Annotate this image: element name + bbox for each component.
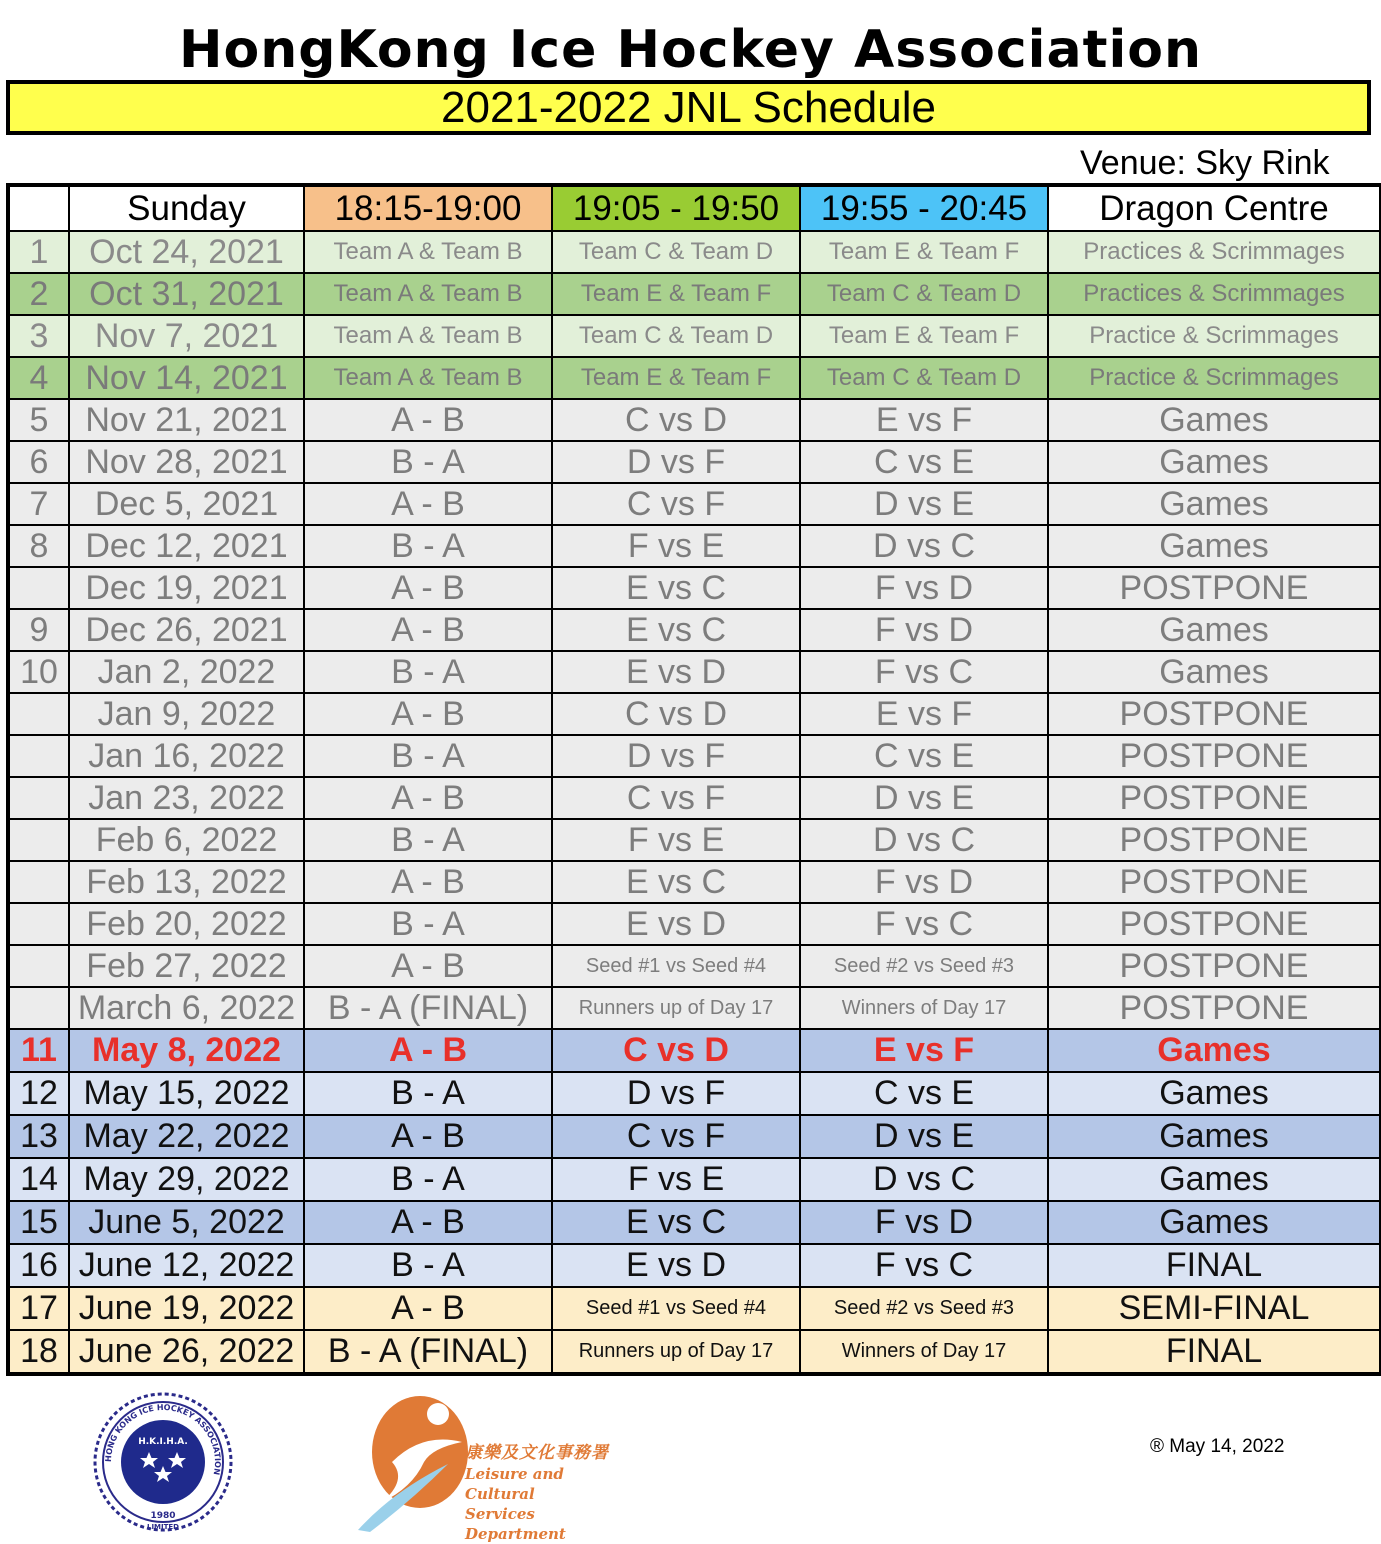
header-slot-3: 19:55 - 20:45	[800, 185, 1048, 231]
row-slot-1: B - A (FINAL)	[304, 987, 552, 1029]
row-location-status: Games	[1048, 525, 1381, 567]
row-slot-3: Seed #2 vs Seed #3	[800, 1287, 1048, 1330]
row-slot-3: E vs F	[800, 693, 1048, 735]
schedule-table	[6, 183, 1381, 1376]
row-location-status: Games	[1048, 1115, 1381, 1158]
row-slot-2: D vs F	[552, 441, 800, 483]
row-slot-2: D vs F	[552, 1072, 800, 1115]
row-slot-2: Seed #1 vs Seed #4	[552, 1287, 800, 1330]
row-number: 14	[8, 1158, 69, 1201]
row-slot-3: D vs C	[800, 1158, 1048, 1201]
row-slot-3: C vs E	[800, 441, 1048, 483]
row-slot-3: C vs E	[800, 1072, 1048, 1115]
row-location-status: FINAL	[1048, 1244, 1381, 1287]
row-date: May 29, 2022	[69, 1158, 304, 1201]
row-number: 7	[8, 483, 69, 525]
hkiha-ring-text: HONG KONG ICE HOCKEY ASSOCIATION	[103, 1402, 223, 1476]
row-number: 2	[8, 273, 69, 315]
row-slot-3: D vs E	[800, 1115, 1048, 1158]
row-number: 5	[8, 399, 69, 441]
row-number	[8, 693, 69, 735]
row-slot-1: A - B	[304, 1029, 552, 1072]
schedule-row	[8, 399, 1381, 441]
row-slot-2: C vs D	[552, 693, 800, 735]
row-slot-3: F vs C	[800, 1244, 1048, 1287]
row-date: Feb 13, 2022	[69, 861, 304, 903]
schedule-row	[8, 987, 1381, 1029]
schedule-row	[8, 1244, 1381, 1287]
row-slot-1: B - A	[304, 903, 552, 945]
row-date: Oct 31, 2021	[69, 273, 304, 315]
schedule-row	[8, 1158, 1381, 1201]
row-slot-2: E vs D	[552, 1244, 800, 1287]
schedule-row	[8, 609, 1381, 651]
row-slot-3: F vs D	[800, 609, 1048, 651]
row-location-status: Games	[1048, 483, 1381, 525]
row-date: Dec 5, 2021	[69, 483, 304, 525]
hkiha-logo	[84, 1392, 242, 1532]
row-slot-1: Team A & Team B	[304, 357, 552, 399]
row-number: 3	[8, 315, 69, 357]
row-location-status: Games	[1048, 1201, 1381, 1244]
schedule-row	[8, 567, 1381, 609]
row-slot-2: Seed #1 vs Seed #4	[552, 945, 800, 987]
row-slot-2: F vs E	[552, 525, 800, 567]
row-number: 13	[8, 1115, 69, 1158]
row-slot-3: D vs C	[800, 525, 1048, 567]
header-location: Dragon Centre	[1048, 185, 1381, 231]
row-slot-1: A - B	[304, 483, 552, 525]
row-date: June 19, 2022	[69, 1287, 304, 1330]
row-slot-2: C vs F	[552, 483, 800, 525]
venue-label: Venue: Sky Rink	[1080, 144, 1330, 182]
row-number: 4	[8, 357, 69, 399]
row-slot-1: Team A & Team B	[304, 273, 552, 315]
row-number: 10	[8, 651, 69, 693]
row-slot-1: B - A	[304, 735, 552, 777]
row-location-status: POSTPONE	[1048, 693, 1381, 735]
lcsd-english-line-2: Services Department	[465, 1505, 566, 1543]
row-slot-2: E vs C	[552, 609, 800, 651]
row-location-status: Games	[1048, 1029, 1381, 1072]
row-date: Jan 23, 2022	[69, 777, 304, 819]
row-slot-3: E vs F	[800, 1029, 1048, 1072]
row-number	[8, 903, 69, 945]
row-location-status: POSTPONE	[1048, 987, 1381, 1029]
row-location-status: Games	[1048, 1158, 1381, 1201]
row-slot-1: B - A	[304, 1244, 552, 1287]
schedule-row	[8, 315, 1381, 357]
row-location-status: SEMI-FINAL	[1048, 1287, 1381, 1330]
row-date: June 26, 2022	[69, 1330, 304, 1374]
row-slot-2: E vs C	[552, 1201, 800, 1244]
row-number: 9	[8, 609, 69, 651]
row-location-status: POSTPONE	[1048, 777, 1381, 819]
row-number: 15	[8, 1201, 69, 1244]
schedule-row	[8, 945, 1381, 987]
schedule-row	[8, 525, 1381, 567]
row-number	[8, 777, 69, 819]
schedule-row	[8, 1115, 1381, 1158]
schedule-row	[8, 861, 1381, 903]
row-slot-1: A - B	[304, 693, 552, 735]
row-slot-2: F vs E	[552, 1158, 800, 1201]
row-date: Jan 2, 2022	[69, 651, 304, 693]
row-slot-3: D vs E	[800, 483, 1048, 525]
row-date: June 12, 2022	[69, 1244, 304, 1287]
row-slot-3: F vs C	[800, 903, 1048, 945]
row-number	[8, 861, 69, 903]
schedule-row	[8, 1287, 1381, 1330]
row-date: Feb 20, 2022	[69, 903, 304, 945]
row-slot-1: A - B	[304, 861, 552, 903]
row-date: Nov 7, 2021	[69, 315, 304, 357]
row-slot-1: B - A	[304, 441, 552, 483]
row-number: 17	[8, 1287, 69, 1330]
schedule-row	[8, 1201, 1381, 1244]
row-slot-2: E vs C	[552, 861, 800, 903]
schedule-row	[8, 483, 1381, 525]
row-number: 11	[8, 1029, 69, 1072]
hkiha-abbr: H.K.I.H.A.	[138, 1437, 188, 1447]
row-slot-3: F vs D	[800, 1201, 1048, 1244]
row-slot-2: Team C & Team D	[552, 315, 800, 357]
row-number: 8	[8, 525, 69, 567]
row-number: 16	[8, 1244, 69, 1287]
row-slot-3: F vs C	[800, 651, 1048, 693]
row-number	[8, 819, 69, 861]
row-location-status: Games	[1048, 441, 1381, 483]
row-date: Dec 12, 2021	[69, 525, 304, 567]
row-number: 18	[8, 1330, 69, 1374]
lcsd-logo	[352, 1392, 612, 1543]
row-slot-1: A - B	[304, 609, 552, 651]
row-slot-2: E vs D	[552, 651, 800, 693]
row-location-status: POSTPONE	[1048, 945, 1381, 987]
row-slot-1: A - B	[304, 1287, 552, 1330]
row-slot-2: Team C & Team D	[552, 231, 800, 273]
row-number	[8, 567, 69, 609]
row-number: 6	[8, 441, 69, 483]
schedule-row	[8, 735, 1381, 777]
lcsd-english-line-1: Leisure and Cultural	[465, 1465, 564, 1503]
row-slot-2: C vs D	[552, 1029, 800, 1072]
row-slot-3: E vs F	[800, 399, 1048, 441]
row-slot-3: Team C & Team D	[800, 273, 1048, 315]
row-slot-3: Winners of Day 17	[800, 987, 1048, 1029]
row-location-status: POSTPONE	[1048, 819, 1381, 861]
row-slot-2: Team E & Team F	[552, 357, 800, 399]
row-slot-2: D vs F	[552, 735, 800, 777]
row-slot-1: A - B	[304, 777, 552, 819]
schedule-row	[8, 903, 1381, 945]
row-slot-2: Runners up of Day 17	[552, 1330, 800, 1374]
row-slot-1: A - B	[304, 399, 552, 441]
row-location-status: Games	[1048, 399, 1381, 441]
row-slot-1: A - B	[304, 1115, 552, 1158]
row-date: May 8, 2022	[69, 1029, 304, 1072]
schedule-banner: 2021-2022 JNL Schedule	[6, 80, 1371, 135]
header-number	[8, 185, 69, 231]
row-slot-3: D vs E	[800, 777, 1048, 819]
row-location-status: Practices & Scrimmages	[1048, 273, 1381, 315]
row-slot-1: B - A	[304, 819, 552, 861]
row-slot-2: C vs D	[552, 399, 800, 441]
row-location-status: Practice & Scrimmages	[1048, 315, 1381, 357]
row-slot-1: B - A	[304, 651, 552, 693]
row-date: June 5, 2022	[69, 1201, 304, 1244]
row-date: Dec 26, 2021	[69, 609, 304, 651]
row-location-status: Games	[1048, 651, 1381, 693]
row-location-status: POSTPONE	[1048, 861, 1381, 903]
schedule-row	[8, 819, 1381, 861]
schedule-row	[8, 231, 1381, 273]
row-number	[8, 735, 69, 777]
row-location-status: POSTPONE	[1048, 567, 1381, 609]
row-slot-3: F vs D	[800, 861, 1048, 903]
row-date: Feb 6, 2022	[69, 819, 304, 861]
row-date: Nov 28, 2021	[69, 441, 304, 483]
row-date: Jan 9, 2022	[69, 693, 304, 735]
schedule-row	[8, 1072, 1381, 1115]
row-date: March 6, 2022	[69, 987, 304, 1029]
row-slot-1: B - A	[304, 1072, 552, 1115]
copyright-date: ® May 14, 2022	[1150, 1436, 1285, 1457]
header-slot-2: 19:05 - 19:50	[552, 185, 800, 231]
hkiha-limited: LIMITED	[146, 1523, 180, 1531]
header-slot-1: 18:15-19:00	[304, 185, 552, 231]
row-slot-2: Team E & Team F	[552, 273, 800, 315]
row-slot-2: E vs C	[552, 567, 800, 609]
row-number: 12	[8, 1072, 69, 1115]
row-slot-3: Seed #2 vs Seed #3	[800, 945, 1048, 987]
schedule-row	[8, 441, 1381, 483]
row-slot-1: A - B	[304, 945, 552, 987]
row-slot-3: F vs D	[800, 567, 1048, 609]
row-slot-1: B - A (FINAL)	[304, 1330, 552, 1374]
row-location-status: POSTPONE	[1048, 903, 1381, 945]
row-slot-2: F vs E	[552, 819, 800, 861]
row-location-status: FINAL	[1048, 1330, 1381, 1374]
schedule-row	[8, 693, 1381, 735]
row-slot-3: Winners of Day 17	[800, 1330, 1048, 1374]
row-date: Oct 24, 2021	[69, 231, 304, 273]
row-slot-1: A - B	[304, 567, 552, 609]
row-date: May 15, 2022	[69, 1072, 304, 1115]
header-row	[8, 185, 1381, 231]
row-slot-2: C vs F	[552, 777, 800, 819]
row-number: 1	[8, 231, 69, 273]
row-location-status: Practice & Scrimmages	[1048, 357, 1381, 399]
schedule-row	[8, 1330, 1381, 1374]
page-title: HongKong Ice Hockey Association	[178, 20, 1203, 80]
schedule-row	[8, 273, 1381, 315]
row-date: Dec 19, 2021	[69, 567, 304, 609]
schedule-row	[8, 1029, 1381, 1072]
schedule-row	[8, 777, 1381, 819]
row-slot-1: Team A & Team B	[304, 231, 552, 273]
schedule-row	[8, 651, 1381, 693]
row-date: May 22, 2022	[69, 1115, 304, 1158]
row-location-status: POSTPONE	[1048, 735, 1381, 777]
row-slot-1: Team A & Team B	[304, 315, 552, 357]
row-date: Jan 16, 2022	[69, 735, 304, 777]
row-date: Feb 27, 2022	[69, 945, 304, 987]
row-location-status: Practices & Scrimmages	[1048, 231, 1381, 273]
row-slot-3: Team E & Team F	[800, 231, 1048, 273]
row-slot-3: Team C & Team D	[800, 357, 1048, 399]
row-location-status: Games	[1048, 609, 1381, 651]
row-slot-2: E vs D	[552, 903, 800, 945]
row-slot-1: A - B	[304, 1201, 552, 1244]
row-slot-2: Runners up of Day 17	[552, 987, 800, 1029]
row-slot-3: C vs E	[800, 735, 1048, 777]
row-location-status: Games	[1048, 1072, 1381, 1115]
row-date: Nov 21, 2021	[69, 399, 304, 441]
row-slot-1: B - A	[304, 525, 552, 567]
header-day: Sunday	[69, 185, 304, 231]
row-slot-2: C vs F	[552, 1115, 800, 1158]
row-slot-3: Team E & Team F	[800, 315, 1048, 357]
row-slot-1: B - A	[304, 1158, 552, 1201]
row-slot-3: D vs C	[800, 819, 1048, 861]
schedule-row	[8, 357, 1381, 399]
hkiha-year: 1980	[150, 1511, 176, 1521]
row-date: Nov 14, 2021	[69, 357, 304, 399]
lcsd-chinese-name: 康樂及文化事務署	[465, 1443, 609, 1463]
row-number	[8, 987, 69, 1029]
row-number	[8, 945, 69, 987]
